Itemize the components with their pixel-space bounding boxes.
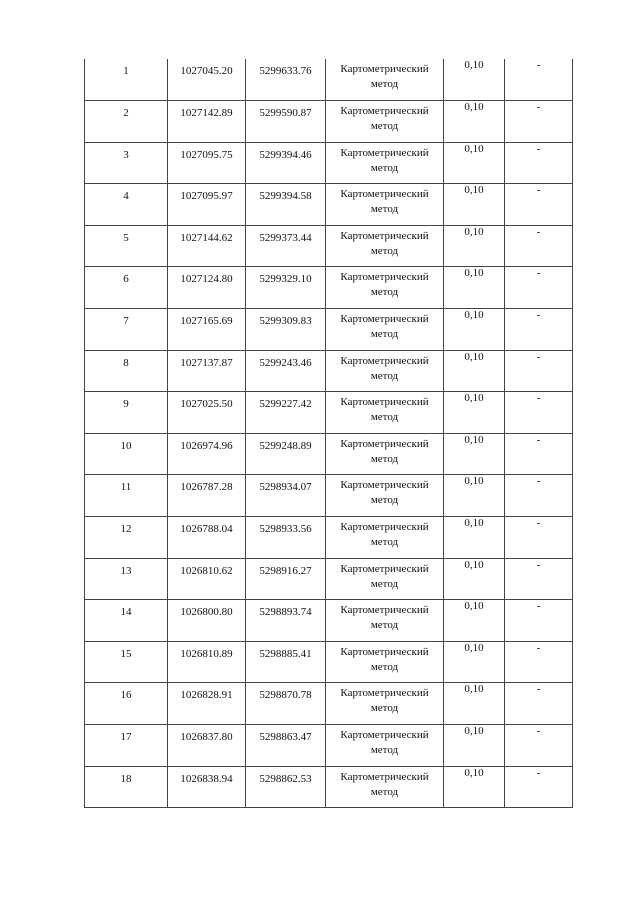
table-row	[85, 309, 573, 351]
x-coordinate-cell	[168, 350, 246, 392]
x-coordinate: 1026828.91	[180, 689, 233, 702]
point-number-cell	[85, 101, 168, 143]
y-coordinate-cell	[246, 766, 326, 808]
accuracy-value: 0,10	[464, 641, 484, 654]
method-line-1: Картометрический	[340, 437, 429, 450]
note-cell	[505, 392, 573, 434]
point-number-cell	[85, 309, 168, 351]
method-cell	[326, 433, 444, 475]
point-number-cell	[85, 142, 168, 184]
point-number: 3	[123, 148, 129, 161]
y-coordinate-cell	[246, 725, 326, 767]
y-coordinate-cell	[246, 517, 326, 559]
method-cell	[326, 475, 444, 517]
point-number-cell	[85, 475, 168, 517]
y-coordinate-cell	[246, 600, 326, 642]
note-cell	[505, 350, 573, 392]
method-line-1: Картометрический	[340, 229, 429, 242]
note-value: -	[536, 766, 541, 779]
accuracy-cell	[444, 600, 505, 642]
point-number-cell	[85, 225, 168, 267]
point-number: 12	[120, 523, 132, 536]
note-value: -	[536, 600, 541, 613]
note-cell	[505, 475, 573, 517]
point-number-cell	[85, 267, 168, 309]
point-number-cell	[85, 558, 168, 600]
method-cell	[326, 392, 444, 434]
point-number-cell	[85, 766, 168, 808]
method-line-1: Картометрический	[340, 146, 429, 159]
method-cell	[326, 225, 444, 267]
y-coordinate: 5298933.56	[259, 523, 312, 536]
note-cell	[505, 641, 573, 683]
y-coordinate-cell	[246, 558, 326, 600]
y-coordinate: 5299243.46	[259, 356, 312, 369]
note-value: -	[536, 142, 541, 155]
x-coordinate-cell	[168, 475, 246, 517]
note-cell	[505, 433, 573, 475]
point-number-cell	[85, 184, 168, 226]
method-line-2: метод	[370, 411, 399, 424]
note-cell	[505, 267, 573, 309]
accuracy-cell	[444, 683, 505, 725]
accuracy-value: 0,10	[464, 683, 484, 696]
method-cell	[326, 683, 444, 725]
accuracy-cell	[444, 184, 505, 226]
y-coordinate: 5298893.74	[259, 606, 312, 619]
coordinates-table-body	[85, 59, 573, 808]
method-line-1: Картометрический	[340, 770, 429, 783]
y-coordinate: 5299394.58	[259, 190, 312, 203]
accuracy-value: 0,10	[464, 433, 484, 446]
method-line-1: Картометрический	[340, 604, 429, 617]
table-row	[85, 600, 573, 642]
table-row	[85, 225, 573, 267]
point-number: 14	[120, 606, 132, 619]
x-coordinate-cell	[168, 142, 246, 184]
note-value: -	[536, 517, 541, 530]
y-coordinate: 5299309.83	[259, 315, 312, 328]
x-coordinate: 1027124.80	[180, 273, 233, 286]
accuracy-cell	[444, 517, 505, 559]
note-value: -	[536, 641, 541, 654]
method-line-1: Картометрический	[340, 396, 429, 409]
method-line-2: метод	[370, 702, 399, 715]
method-cell	[326, 59, 444, 101]
x-coordinate: 1026810.62	[180, 564, 233, 577]
method-cell	[326, 267, 444, 309]
x-coordinate: 1026837.80	[180, 731, 233, 743]
y-coordinate: 5299329.10	[259, 273, 312, 286]
accuracy-value: 0,10	[464, 350, 484, 363]
method-cell	[326, 641, 444, 683]
point-number-cell	[85, 350, 168, 392]
point-number: 18	[120, 772, 132, 785]
accuracy-value: 0,10	[464, 475, 484, 488]
table-row	[85, 184, 573, 226]
note-cell	[505, 184, 573, 226]
x-coordinate-cell	[168, 433, 246, 475]
note-cell	[505, 309, 573, 351]
note-cell	[505, 101, 573, 143]
table-row	[85, 101, 573, 143]
note-cell	[505, 600, 573, 642]
note-value: -	[536, 475, 541, 488]
accuracy-cell	[444, 267, 505, 309]
note-value: -	[536, 225, 541, 238]
table-row	[85, 267, 573, 309]
note-cell	[505, 142, 573, 184]
note-cell	[505, 766, 573, 808]
method-line-1: Картометрический	[340, 687, 429, 700]
point-number: 4	[123, 190, 129, 203]
point-number-cell	[85, 392, 168, 434]
point-number: 17	[120, 731, 132, 743]
y-coordinate: 5298862.53	[259, 772, 312, 785]
accuracy-value: 0,10	[464, 101, 484, 114]
x-coordinate: 1027045.20	[180, 65, 233, 77]
y-coordinate: 5298885.41	[259, 647, 312, 660]
accuracy-value: 0,10	[464, 558, 484, 571]
x-coordinate: 1027144.62	[180, 231, 233, 244]
table-row	[85, 142, 573, 184]
y-coordinate-cell	[246, 392, 326, 434]
accuracy-cell	[444, 475, 505, 517]
accuracy-cell	[444, 309, 505, 351]
x-coordinate-cell	[168, 267, 246, 309]
accuracy-cell	[444, 766, 505, 808]
y-coordinate: 5299590.87	[259, 107, 312, 120]
accuracy-value: 0,10	[464, 766, 484, 779]
table-row	[85, 59, 573, 101]
method-cell	[326, 600, 444, 642]
x-coordinate-cell	[168, 59, 246, 101]
y-coordinate-cell	[246, 683, 326, 725]
point-number: 6	[123, 273, 129, 286]
accuracy-value: 0,10	[464, 267, 484, 280]
table-row	[85, 350, 573, 392]
note-cell	[505, 59, 573, 101]
accuracy-cell	[444, 558, 505, 600]
note-cell	[505, 558, 573, 600]
method-cell	[326, 766, 444, 808]
point-number-cell	[85, 683, 168, 725]
method-line-2: метод	[370, 244, 399, 257]
y-coordinate-cell	[246, 142, 326, 184]
x-coordinate: 1027095.75	[180, 148, 233, 161]
accuracy-value: 0,10	[464, 517, 484, 530]
note-value: -	[536, 725, 541, 737]
method-line-1: Картометрический	[340, 562, 429, 575]
method-line-1: Картометрический	[340, 645, 429, 658]
method-line-2: метод	[370, 452, 399, 465]
point-number: 1	[123, 65, 129, 77]
y-coordinate-cell	[246, 267, 326, 309]
method-line-2: метод	[370, 78, 399, 90]
method-line-1: Картометрический	[340, 354, 429, 367]
x-coordinate: 1026800.80	[180, 606, 233, 619]
note-value: -	[536, 350, 541, 363]
point-number-cell	[85, 725, 168, 767]
y-coordinate-cell	[246, 184, 326, 226]
y-coordinate: 5299394.46	[259, 148, 312, 161]
x-coordinate: 1027095.97	[180, 190, 233, 203]
method-line-2: метод	[370, 785, 399, 798]
note-value: -	[536, 433, 541, 446]
point-number-cell	[85, 433, 168, 475]
method-cell	[326, 517, 444, 559]
x-coordinate-cell	[168, 641, 246, 683]
y-coordinate: 5298916.27	[259, 564, 312, 577]
method-line-1: Картометрический	[340, 63, 429, 75]
accuracy-cell	[444, 433, 505, 475]
accuracy-cell	[444, 142, 505, 184]
note-value: -	[536, 392, 541, 405]
coordinates-table	[84, 59, 573, 808]
method-line-1: Картометрический	[340, 271, 429, 284]
x-coordinate-cell	[168, 558, 246, 600]
method-line-1: Картометрический	[340, 188, 429, 201]
method-cell	[326, 558, 444, 600]
x-coordinate-cell	[168, 101, 246, 143]
y-coordinate: 5298870.78	[259, 689, 312, 702]
x-coordinate: 1026810.89	[180, 647, 233, 660]
method-line-2: метод	[370, 369, 399, 382]
table-row	[85, 392, 573, 434]
x-coordinate-cell	[168, 184, 246, 226]
note-cell	[505, 225, 573, 267]
y-coordinate-cell	[246, 350, 326, 392]
accuracy-cell	[444, 59, 505, 101]
point-number-cell	[85, 59, 168, 101]
table-row	[85, 433, 573, 475]
note-value: -	[536, 184, 541, 197]
y-coordinate-cell	[246, 225, 326, 267]
accuracy-cell	[444, 350, 505, 392]
note-value: -	[536, 267, 541, 280]
x-coordinate: 1026788.04	[180, 523, 233, 536]
point-number-cell	[85, 517, 168, 559]
x-coordinate-cell	[168, 600, 246, 642]
y-coordinate-cell	[246, 59, 326, 101]
method-line-2: метод	[370, 660, 399, 673]
y-coordinate: 5299227.42	[259, 398, 312, 411]
method-line-2: метод	[370, 619, 399, 632]
accuracy-value: 0,10	[464, 392, 484, 405]
method-line-2: метод	[370, 744, 399, 756]
y-coordinate: 5299633.76	[259, 65, 312, 77]
point-number: 8	[123, 356, 129, 369]
accuracy-value: 0,10	[464, 309, 484, 322]
point-number: 11	[120, 481, 132, 494]
note-cell	[505, 517, 573, 559]
method-line-1: Картометрический	[340, 521, 429, 534]
accuracy-cell	[444, 725, 505, 767]
x-coordinate-cell	[168, 766, 246, 808]
point-number: 5	[123, 231, 129, 244]
method-line-2: метод	[370, 161, 399, 174]
method-cell	[326, 101, 444, 143]
y-coordinate: 5299373.44	[259, 231, 312, 244]
point-number: 13	[120, 564, 132, 577]
method-line-1: Картометрический	[340, 313, 429, 326]
method-line-2: метод	[370, 286, 399, 299]
table-row	[85, 641, 573, 683]
accuracy-value: 0,10	[464, 725, 484, 737]
x-coordinate-cell	[168, 309, 246, 351]
x-coordinate-cell	[168, 683, 246, 725]
x-coordinate: 1027142.89	[180, 107, 233, 120]
point-number: 10	[120, 439, 132, 452]
x-coordinate: 1026974.96	[180, 439, 233, 452]
accuracy-value: 0,10	[464, 142, 484, 155]
x-coordinate: 1026838.94	[180, 772, 233, 785]
table-row	[85, 725, 573, 767]
y-coordinate: 5299248.89	[259, 439, 312, 452]
accuracy-cell	[444, 225, 505, 267]
method-line-1: Картометрический	[340, 105, 429, 118]
x-coordinate: 1027165.69	[180, 315, 233, 328]
x-coordinate: 1027137.87	[180, 356, 233, 369]
table-row	[85, 517, 573, 559]
table-row	[85, 475, 573, 517]
method-cell	[326, 309, 444, 351]
accuracy-cell	[444, 101, 505, 143]
point-number: 15	[120, 647, 132, 660]
y-coordinate: 5298934.07	[259, 481, 312, 494]
point-number-cell	[85, 600, 168, 642]
accuracy-cell	[444, 392, 505, 434]
y-coordinate-cell	[246, 101, 326, 143]
note-value: -	[536, 101, 541, 114]
y-coordinate-cell	[246, 433, 326, 475]
y-coordinate: 5298863.47	[259, 731, 312, 743]
method-cell	[326, 184, 444, 226]
note-cell	[505, 725, 573, 767]
y-coordinate-cell	[246, 475, 326, 517]
method-line-2: метод	[370, 577, 399, 590]
method-line-2: метод	[370, 494, 399, 507]
accuracy-value: 0,10	[464, 184, 484, 197]
method-cell	[326, 725, 444, 767]
note-value: -	[536, 683, 541, 696]
table-row	[85, 766, 573, 808]
table-row	[85, 558, 573, 600]
method-line-2: метод	[370, 328, 399, 341]
point-number: 9	[123, 398, 129, 411]
accuracy-cell	[444, 641, 505, 683]
y-coordinate-cell	[246, 641, 326, 683]
method-cell	[326, 142, 444, 184]
y-coordinate-cell	[246, 309, 326, 351]
method-line-1: Картометрический	[340, 729, 429, 741]
accuracy-value: 0,10	[464, 59, 484, 71]
method-line-2: метод	[370, 536, 399, 549]
x-coordinate-cell	[168, 392, 246, 434]
x-coordinate: 1027025.50	[180, 398, 233, 411]
note-cell	[505, 683, 573, 725]
accuracy-value: 0,10	[464, 225, 484, 238]
method-line-1: Картометрический	[340, 479, 429, 492]
x-coordinate-cell	[168, 725, 246, 767]
x-coordinate: 1026787.28	[180, 481, 233, 494]
accuracy-value: 0,10	[464, 600, 484, 613]
table-row	[85, 683, 573, 725]
method-cell	[326, 350, 444, 392]
point-number: 2	[123, 107, 129, 120]
method-line-2: метод	[370, 120, 399, 133]
x-coordinate-cell	[168, 225, 246, 267]
note-value: -	[536, 558, 541, 571]
point-number: 16	[120, 689, 132, 702]
note-value: -	[536, 59, 541, 71]
note-value: -	[536, 309, 541, 322]
method-line-2: метод	[370, 203, 399, 216]
x-coordinate-cell	[168, 517, 246, 559]
point-number-cell	[85, 641, 168, 683]
point-number: 7	[123, 315, 129, 328]
